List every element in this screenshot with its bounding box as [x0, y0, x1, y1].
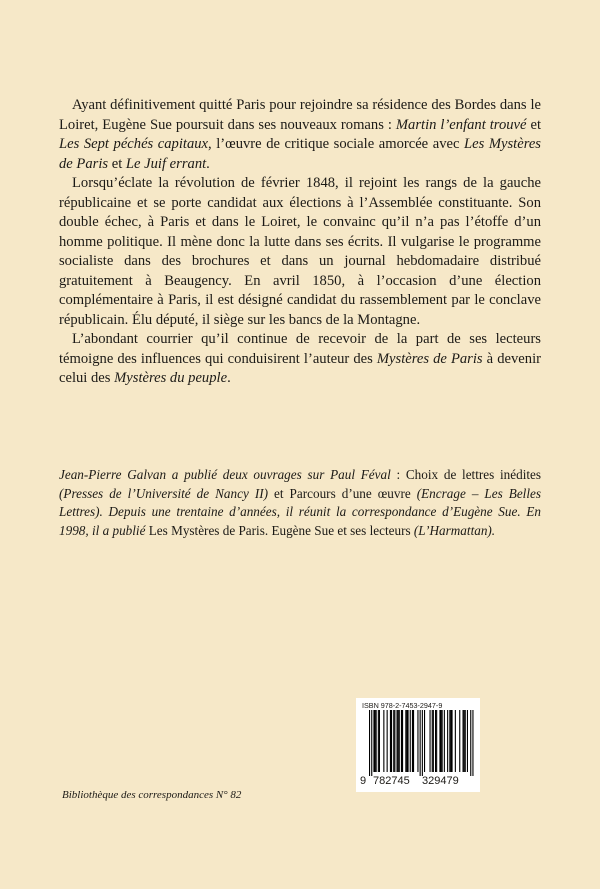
barcode-bar [383, 710, 384, 772]
barcode-bar [413, 710, 414, 772]
barcode-bar [455, 710, 456, 772]
barcode-digit-first: 9 [360, 775, 367, 787]
summary-paragraph-3: L’abondant courrier qu’il continue de recevoir de la part de ses lecteurs témoigne des influences qui conduisirent l’auteur des Mystères de Paris à devenir celui des Mystères du peuple. [59, 331, 541, 386]
summary-paragraph-2: Lorsqu’éclate la révolution de février 1848, il rejoint les rangs de la gauche républicaine et se porte candidat aux élections à l’Assemblée constituante. Son double échec, à Paris et dans le Loiret, le convainc qu’il n’a pas l’étoffe d’un homme politique. Il mène donc la lutte dans ses écrits. Il vulgarise le programme socialiste dans des brochures et dans un journal hebdomadaire distribué gratuitement à Beaugency. En avril 1850, à l’occasion d’une élection complémentaire à Paris, il est désigné candidat du rassemblement par le conclave républicain. Élu député, il siège sur les bancs de la Montagne. [59, 175, 541, 328]
barcode-bar [387, 710, 388, 772]
series-label: Bibliothèque des correspondances N° 82 [62, 789, 242, 801]
barcode-bar [371, 710, 372, 776]
barcode-bar [459, 710, 460, 772]
barcode-bar [447, 710, 448, 772]
barcode-bar [441, 710, 442, 772]
barcode-bar [472, 710, 473, 776]
barcode-bar [464, 710, 465, 772]
barcode-bars [356, 710, 480, 776]
barcode-bar [450, 710, 451, 772]
barcode-bar [452, 710, 453, 772]
barcode-bar [391, 710, 392, 772]
barcode-bar [401, 710, 402, 772]
summary-paragraph-1: Ayant définitivement quitté Paris pour rejoindre sa résidence des Bordes dans le Loiret, Eugène Sue poursuit dans ses nouveaux romans : Martin l’enfant trouvé et Les Sept péchés capitaux, l’œuvre de critique sociale amorcée avec Les Mystères de Paris et Le Juif errant. [59, 97, 542, 172]
barcode-bar [397, 710, 398, 772]
barcode-bar [390, 710, 391, 772]
barcode-bar [373, 710, 374, 772]
barcode-bar [436, 710, 437, 772]
barcode-bar [376, 710, 377, 772]
barcode-bar [422, 710, 423, 776]
barcode-bar [402, 710, 403, 772]
author-bio-paragraph: Jean-Pierre Galvan a publié deux ouvrages sur Paul Féval : Choix de lettres inédites (Presses de l’Université de Nancy II) et Parcours d’une œuvre (Encrage – Les Belles Lettres). Depuis une trentaine d’années, il réunit la correspondance d’Eugène Sue. En 1998, il a publié Les Mystères de Paris. Eugène Sue et ses lecteurs (L’Harmattan). [59, 467, 542, 538]
barcode-bar [417, 710, 418, 772]
barcode-bar [406, 710, 407, 772]
author-bio [59, 466, 541, 540]
barcode-bar [439, 710, 440, 772]
barcode-bar [435, 710, 436, 772]
barcode-bar [379, 710, 380, 772]
barcode-bar [410, 710, 411, 772]
barcode-bar [432, 710, 433, 772]
barcode-bar [399, 710, 400, 772]
isbn-barcode [356, 698, 480, 792]
barcode-bar [467, 710, 468, 772]
barcode-bar [433, 710, 434, 772]
barcode-bar [375, 710, 376, 772]
barcode-bar [412, 710, 413, 772]
barcode-bar [449, 710, 450, 772]
barcode-bar [405, 710, 406, 772]
barcode-digit-group-left: 782745 [373, 775, 410, 787]
isbn-label: ISBN 978-2-7453-2947-9 [362, 701, 443, 710]
barcode-bar [378, 710, 379, 772]
barcode-bar [442, 710, 443, 772]
barcode-bar [465, 710, 466, 772]
summary-text [59, 96, 541, 389]
barcode-bar [420, 710, 421, 776]
barcode-bar [394, 710, 395, 772]
barcode-bar [430, 710, 431, 772]
barcode-bar [444, 710, 445, 772]
barcode-digit-group-right: 329479 [422, 775, 459, 787]
barcode-bar [408, 710, 409, 772]
barcode-bar [398, 710, 399, 772]
barcode-bar [470, 710, 471, 776]
barcode-bar [369, 710, 370, 776]
barcode-bar [393, 710, 394, 772]
barcode-bar [463, 710, 464, 772]
barcode-bar [424, 710, 425, 772]
